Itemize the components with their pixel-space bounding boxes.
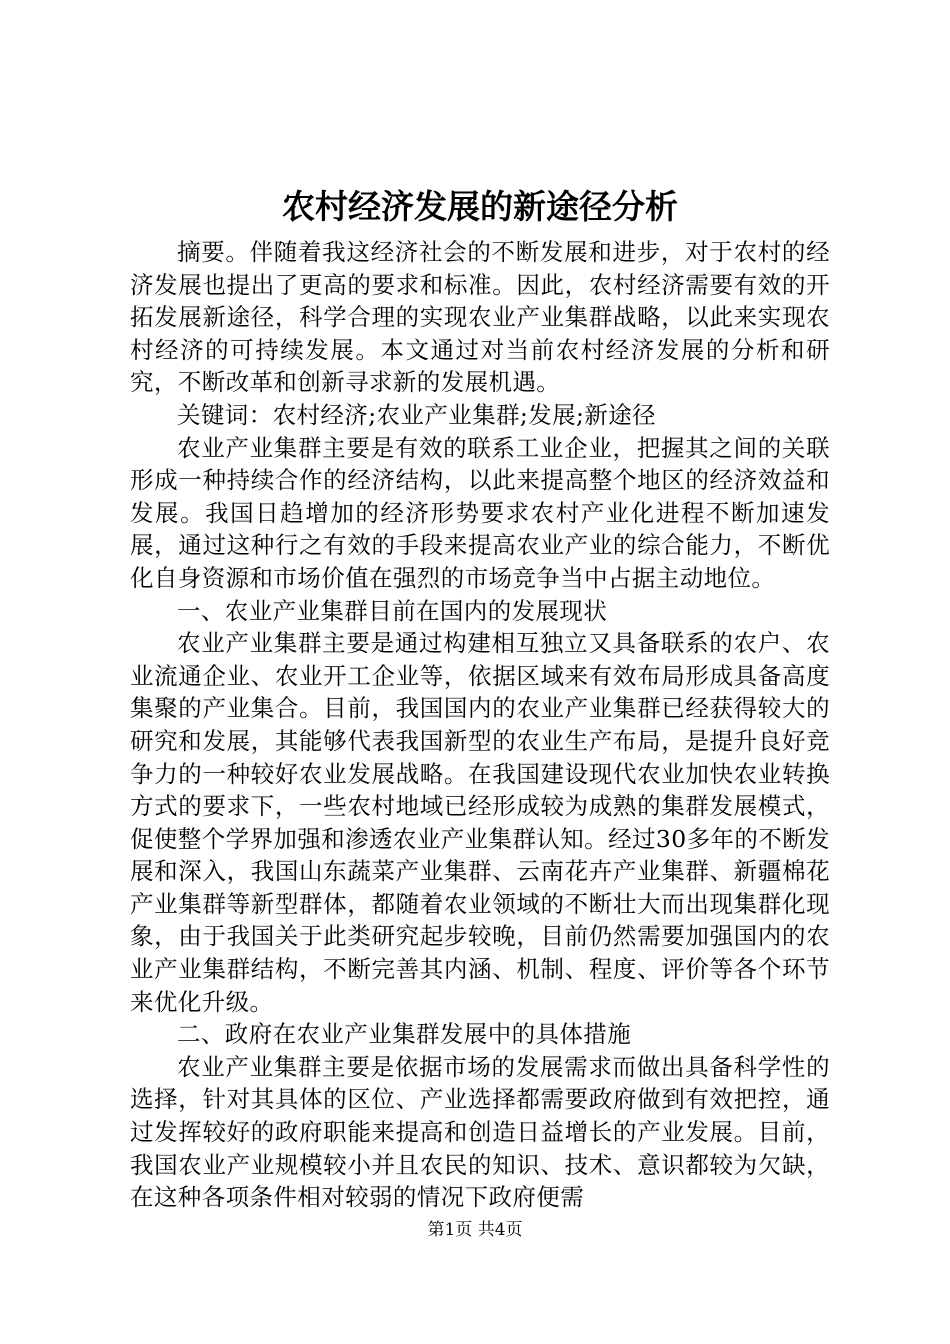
section-2-paragraph: 农业产业集群主要是依据市场的发展需求而做出具备科学性的选择，针对其具体的区位、产业选择都需要政府做到有效把控，通过发挥较好的政府职能来提高和创造日益增长的产业发展。目前，我国农业产业规模较小并且农民的知识、技术、意识都较为欠缺，在这种各项条件相对较弱的情况下政府便需 — [130, 1052, 830, 1212]
section-heading-1: 一、农业产业集群目前在国内的发展现状 — [177, 596, 608, 625]
section-heading-2: 二、政府在农业产业集群发展中的具体措施 — [177, 1020, 632, 1049]
document-body — [130, 236, 830, 1214]
abstract-paragraph: 摘要。伴随着我这经济社会的不断发展和进步，对于农村的经济发展也提出了更高的要求和标准。因此，农村经济需要有效的开拓发展新途径，科学合理的实现农业产业集群战略，以此来实现农村经济的可持续发展。本文通过对当前农村经济发展的分析和研究，不断改革和创新寻求新的发展机遇。 — [130, 238, 830, 397]
page-footer: 第1页 共4页 — [427, 1220, 523, 1240]
section-1-paragraph: 农业产业集群主要是通过构建相互独立又具备联系的农户、农业流通企业、农业开工企业等，依据区域来有效布局形成具备高度集聚的产业集合。目前，我国国内的农业产业集群已经获得较大的研究和发展，其能够代表我国新型的农业生产布局，是提升良好竞争力的一种较好农业发展战略。在我国建设现代农业加快农业转换方式的要求下，一些农村地域已经形成较为成熟的集群发展模式，促使整个学界加强和渗透农业产业集群认知。经过30多年的不断发展和深入，我国山东蔬菜产业集群、云南花卉产业集群、新疆棉花产业集群等新型群体，都随着农业领域的不断壮大而出现集群化现象，由于我国关于此类研究起步较晚，目前仍然需要加强国内的农业产业集群结构，不断完善其内涵、机制、程度、评价等各个环节来优化升级。 — [130, 629, 830, 1016]
keywords-paragraph: 关键词：农村经济;农业产业集群;发展;新途径 — [177, 400, 657, 429]
intro-paragraph: 农业产业集群主要是有效的联系工业企业，把握其之间的关联形成一种持续合作的经济结构，以此来提高整个地区的经济效益和发展。我国日趋增加的经济形势要求农村产业化进程不断加速发展，通过这种行之有效的手段来提高农业产业的综合能力，不断优化自身资源和市场价值在强烈的市场竞争当中占据主动地位。 — [130, 433, 830, 592]
document-title: 农村经济发展的新途径分析 — [282, 187, 678, 226]
